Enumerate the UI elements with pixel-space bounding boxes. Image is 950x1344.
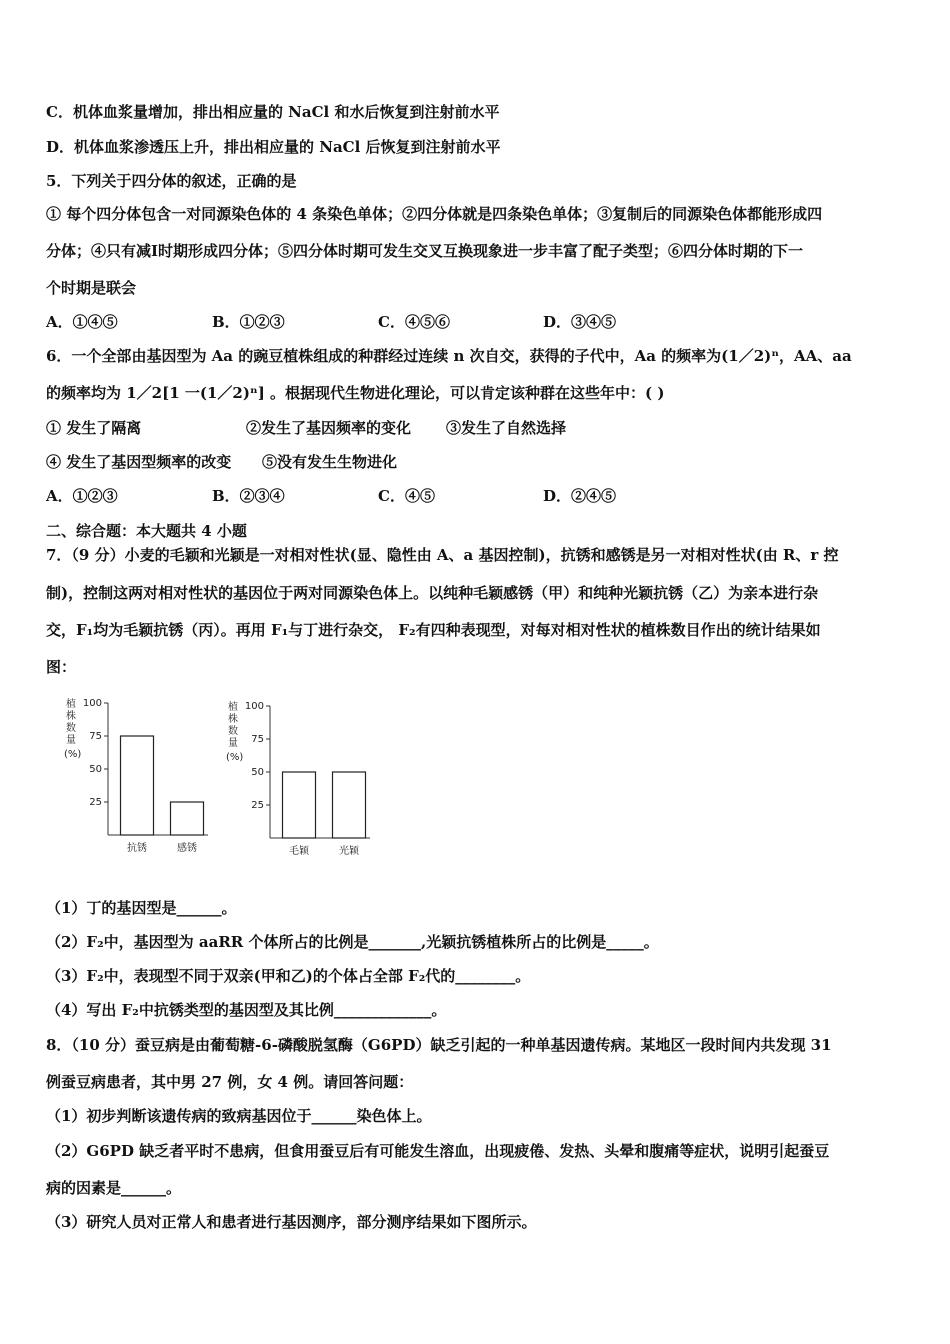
q6-option-b: B．②③④	[212, 487, 285, 505]
q5-stem: 5．下列关于四分体的叙述，正确的是	[46, 172, 297, 190]
q7-sub-1: （1）丁的基因型是______。	[46, 899, 237, 917]
q6-item-5: ⑤没有发生生物进化	[262, 453, 398, 471]
q8-line-2: 例蚕豆病患者，其中男 27 例，女 4 例。请回答问题：	[46, 1073, 414, 1091]
q8-sub-1: （1）初步判断该遗传病的致病基因位于______染色体上。	[46, 1107, 432, 1125]
q7-line-4: 图：	[46, 658, 77, 676]
q7-sub-3: （3）F₂中，表现型不同于双亲(甲和乙)的个体占全部 F₂代的________。	[46, 967, 531, 985]
q5-option-c: C．④⑤⑥	[378, 313, 450, 331]
category-label: 感锈	[177, 843, 197, 854]
bar	[333, 772, 366, 838]
glume-hair-chart	[222, 698, 382, 868]
q6-option-d: D．②④⑤	[543, 487, 617, 505]
q4-option-d: D．机体血浆渗透压上升，排出相应量的 NaCl 后恢复到注射前水平	[46, 138, 501, 156]
chart-2-ylabel-1: 植	[228, 702, 238, 713]
q6-item-2: ②发生了基因频率的变化	[246, 419, 412, 437]
q5-option-d: D．③④⑤	[543, 313, 617, 331]
q8-sub-2-line-1: （2）G6PD 缺乏者平时不患病，但食用蚕豆后有可能发生溶血，出现疲倦、发热、头晕和腹痛等症状，说明引起蚕豆	[46, 1142, 830, 1160]
chart-1-ylabel-3: 数	[66, 723, 76, 734]
q7-sub-4: （4）写出 F₂中抗锈类型的基因型及其比例_____________。	[46, 1001, 447, 1019]
y-tick-label: 100	[82, 698, 102, 709]
y-tick-label: 25	[251, 800, 264, 811]
rust-resistance-chart	[60, 695, 220, 865]
category-label: 抗锈	[127, 843, 147, 854]
chart-2-ylabel-4: 量	[228, 738, 238, 749]
q7-line-3: 交，F₁均为毛颖抗锈（丙）。再用 F₁与丁进行杂交， F₂有四种表现型，对每对相对性状的植株数目作出的统计结果如	[46, 621, 821, 639]
category-label: 毛颖	[289, 846, 309, 857]
q7-line-2: 制)，控制这两对相对性状的基因位于两对同源染色体上。以纯种毛颖感锈（甲）和纯种光颖抗锈（乙）为亲本进行杂	[46, 584, 819, 602]
chart-1-ylabel-2: 株	[66, 711, 76, 722]
y-tick-label: 75	[251, 734, 264, 745]
chart-1-ylabel-4: 量	[66, 735, 76, 746]
bar	[171, 802, 204, 835]
q8-sub-2-line-2: 病的因素是______。	[46, 1179, 182, 1197]
q6-item-1: ① 发生了隔离	[46, 419, 142, 437]
chart-2-ylabel-5: (%)	[226, 752, 244, 763]
q6-option-c: C．④⑤	[378, 487, 435, 505]
chart-2-ylabel-3: 数	[228, 726, 238, 737]
q6-item-3: ③发生了自然选择	[446, 419, 567, 437]
q6-line-2: 的频率均为 1／2[1 一(1／2)ⁿ] 。根据现代生物进化理论，可以肯定该种群在这些年中：( )	[46, 384, 665, 402]
q6-item-4: ④ 发生了基因型频率的改变	[46, 453, 232, 471]
q5-line-1: ① 每个四分体包含一对同源染色体的 4 条染色单体；②四分体就是四条染色单体；③复制后的同源染色体都能形成四	[46, 205, 823, 223]
chart-1-ylabel-5: (%)	[64, 749, 82, 760]
q5-line-2: 分体；④只有减Ⅰ时期形成四分体；⑤四分体时期可发生交叉互换现象进一步丰富了配子类型；⑥四分体时期的下一	[46, 242, 804, 260]
q6-line-1: 6．一个全部由基因型为 Aa 的豌豆植株组成的种群经过连续 n 次自交，获得的子代中，Aa 的频率为(1／2)ⁿ，AA、aa	[46, 347, 852, 365]
y-tick-label: 25	[89, 797, 102, 808]
q8-line-1: 8．（10 分）蚕豆病是由葡萄糖-6-磷酸脱氢酶（G6PD）缺乏引起的一种单基因遗传病。某地区一段时间内共发现 31	[46, 1036, 832, 1054]
y-tick-label: 50	[251, 767, 264, 778]
q7-sub-2: （2）F₂中，基因型为 aaRR 个体所占的比例是_______,光颖抗锈植株所占的比例是_____。	[46, 933, 659, 951]
q5-line-3: 个时期是联会	[46, 279, 137, 297]
y-tick-label: 50	[89, 764, 102, 775]
chart-2-ylabel-2: 株	[228, 714, 238, 725]
y-tick-label: 100	[244, 701, 264, 712]
q8-sub-3: （3）研究人员对正常人和患者进行基因测序，部分测序结果如下图所示。	[46, 1213, 537, 1231]
category-label: 光颖	[339, 846, 359, 857]
chart-1-ylabel-1: 植	[66, 699, 76, 710]
q7-line-1: 7．（9 分）小麦的毛颖和光颖是一对相对性状(显、隐性由 A、a 基因控制)，抗锈和感锈是另一对相对性状(由 R、r 控	[46, 546, 839, 564]
q5-option-a: A．①④⑤	[46, 313, 118, 331]
bar	[121, 736, 154, 835]
section-2-heading: 二、综合题：本大题共 4 小题	[46, 522, 247, 540]
y-tick-label: 75	[89, 731, 102, 742]
bar	[283, 772, 316, 838]
q5-option-b: B．①②③	[212, 313, 285, 331]
q6-option-a: A．①②③	[46, 487, 118, 505]
q4-option-c: C．机体血浆量增加，排出相应量的 NaCl 和水后恢复到注射前水平	[46, 103, 500, 121]
